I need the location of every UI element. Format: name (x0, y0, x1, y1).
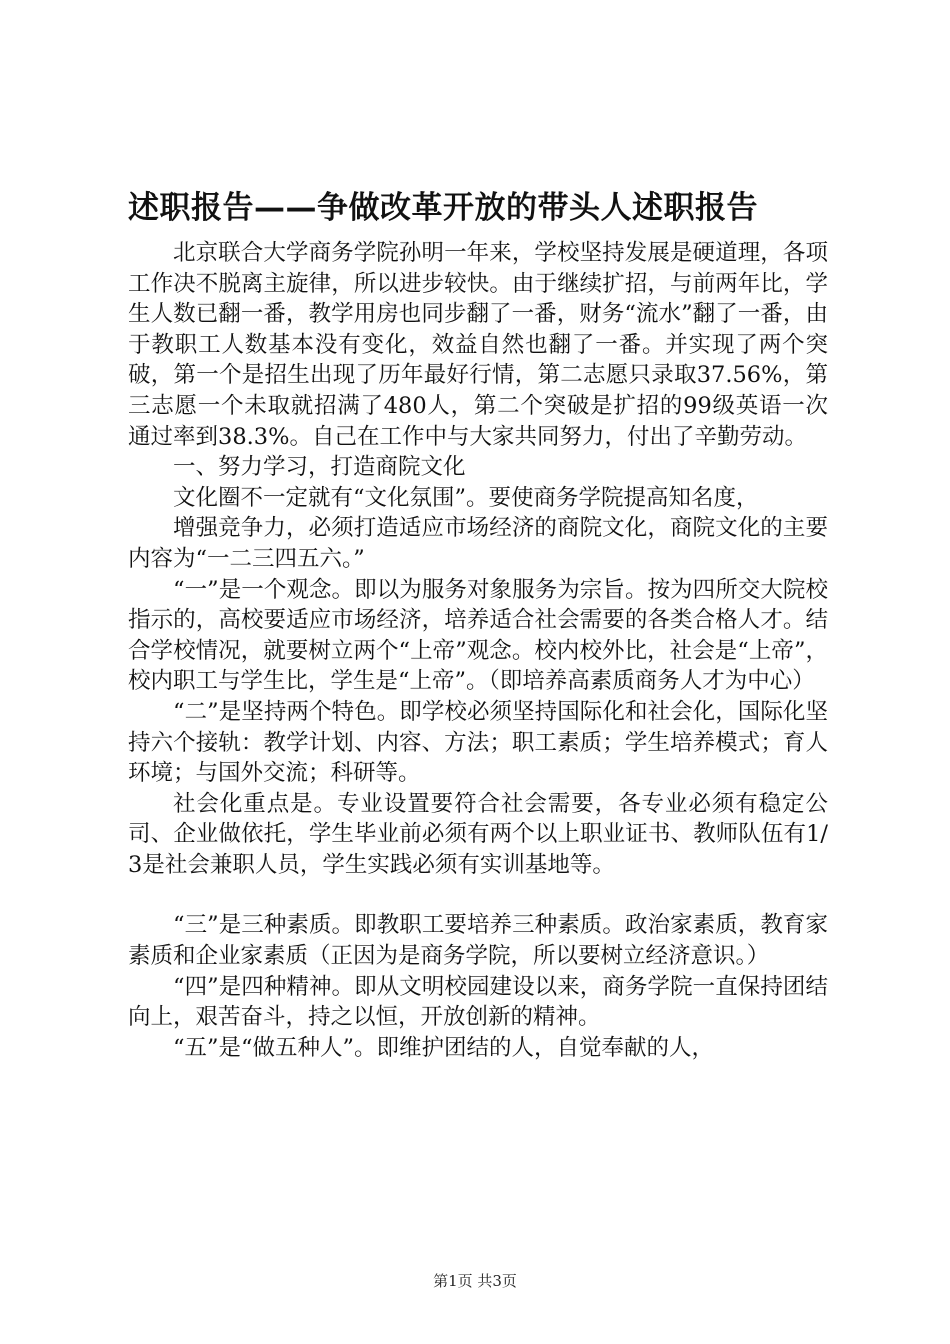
paragraph-five-persons: “五”是“做五种人”。即维护团结的人，自觉奉献的人， (173, 1034, 715, 1061)
document-title: 述职报告——争做改革开放的带头人述职报告 (128, 190, 758, 226)
paragraph-socialization: 社会化重点是。专业设置要符合社会需要，各专业必须有稳定公司、企业做依托，学生毕业前必须有两个以上职业证书、教师队伍有1/3是社会兼职人员，学生实践必须有实训基地等。 (128, 790, 828, 878)
paragraph-culture: 文化圈不一定就有“文化氛围”。要使商务学院提高知名度， (173, 484, 759, 511)
paragraph-two-features: “二”是坚持两个特色。即学校必须坚持国际化和社会化，国际化坚持六个接轨：教学计划、内容、方法；职工素质；学生培养模式；育人环境；与国外交流；科研等。 (128, 698, 828, 787)
paragraph-competitiveness: 增强竞争力，必须打造适应市场经济的商院文化，商院文化的主要内容为“一二三四五六。” (128, 515, 828, 572)
paragraph-three-qualities: “三”是三种素质。即教职工要培养三种素质。政治家素质，教育家素质和企业家素质（正因为是商务学院，所以要树立经济意识。） (128, 912, 828, 970)
page-footer: 第1页 共3页 (433, 1272, 517, 1290)
paragraph-four-spirits: “四”是四种精神。即从文明校园建设以来，商务学院一直保持团结向上，艰苦奋斗，持之以恒，开放创新的精神。 (128, 973, 828, 1031)
paragraph-intro: 北京联合大学商务学院孙明一年来，学校坚持发展是硬道理，各项工作决不脱离主旋律，所以进步较快。由于继续扩招，与前两年比，学生人数已翻一番，教学用房也同步翻了一番，财务“流水”翻了一番，由于教职工人数基本没有变化，效益自然也翻了一番。并实现了两个突破，第一个是招生出现了历年最好行情，第二志愿只录取37.56%，第三志愿一个未取就招满了480人，第二个突破是扩招的99级英语一次通过率到38.3%。自己在工作中与大家共同努力，付出了辛勤劳动。 (128, 240, 828, 450)
section-heading: 一、努力学习，打造商院文化 (173, 454, 466, 481)
document-body (128, 238, 828, 1063)
paragraph-one-concept: “一”是一个观念。即以为服务对象服务为宗旨。按为四所交大院校指示的，高校要适应市场经济，培养适合社会需要的各类合格人才。结合学校情况，就要树立两个“上帝”观念。校内校外比，社会是“上帝”，校内职工与学生比，学生是“上帝”。（即培养高素质商务人才为中心） (128, 576, 828, 695)
